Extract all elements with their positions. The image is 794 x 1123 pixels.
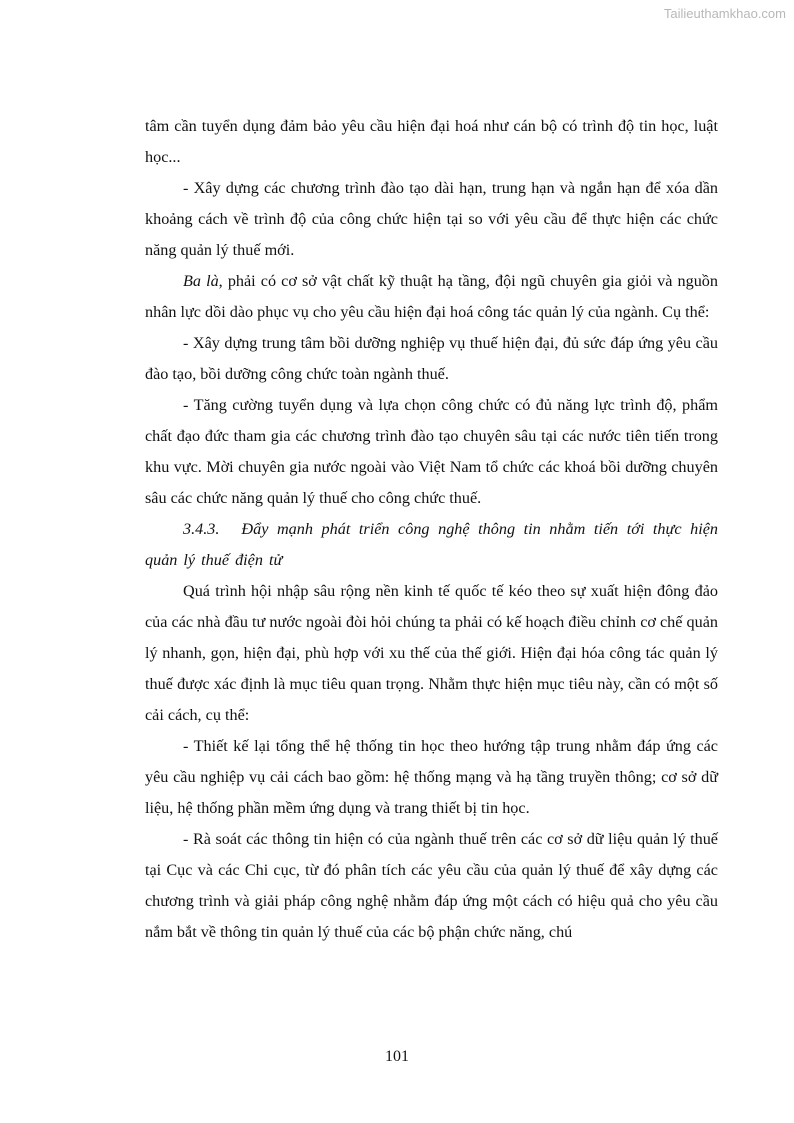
paragraph-recruitment: - Tăng cường tuyển dụng và lựa chọn công chức có đủ năng lực trình độ, phẩm chất đạo đức tham gia các chương trình đào tạo chuyên sâu tại các nước tiên tiến trong khu vực. Mời chuyên gia nước ngoài vào Việt Nam tổ chức các khoá bồi dưỡng chuyên sâu các chức năng quản lý thuế cho công chức thuế. — [145, 396, 718, 507]
page-body — [145, 111, 718, 948]
paragraph-review-information: - Rà soát các thông tin hiện có của ngành thuế trên các cơ sở dữ liệu quản lý thuế tại Cục và các Chi cục, từ đó phân tích các yêu cầu của quản lý thuế để xây dựng các chương trình và giải pháp công nghệ nhằm đáp ứng một cách có hiệu quả cho yêu cầu nắm bắt về thông tin quản lý thuế của các bộ phận chức năng, chú — [145, 830, 718, 941]
paragraph-training-center: - Xây dựng trung tâm bồi dưỡng nghiệp vụ thuế hiện đại, đủ sức đáp ứng yêu cầu đào tạo, bồi dưỡng công chức toàn ngành thuế. — [145, 334, 718, 383]
section-number: 3.4.3. — [183, 520, 220, 538]
section-title: Đẩy mạnh phát triển công nghệ thông tin nhằm tiến tới thực hiện quản lý thuế điện tử — [145, 520, 718, 569]
page-number: 101 — [385, 1048, 409, 1065]
section-heading-3-4-3 — [145, 514, 718, 576]
watermark: Tailieuthamkhao.com — [663, 6, 786, 21]
third-point-text: , phải có cơ sở vật chất kỹ thuật hạ tầng, đội ngũ chuyên gia giỏi và nguồn nhân lực dồi dào phục vụ cho yêu cầu hiện đại hoá công tác quản lý của ngành. Cụ thể: — [145, 272, 718, 321]
third-point-lead: Ba là — [183, 272, 219, 290]
paragraph-continuation: tâm cần tuyển dụng đảm bảo yêu cầu hiện đại hoá như cán bộ có trình độ tin học, luật học... — [145, 117, 718, 166]
paragraph-redesign-system: - Thiết kế lại tổng thể hệ thống tin học theo hướng tập trung nhằm đáp ứng các yêu cầu nghiệp vụ cải cách bao gồm: hệ thống mạng và hạ tầng truyền thông; cơ sở dữ liệu, hệ thống phần mềm ứng dụng và trang thiết bị tin học. — [145, 737, 718, 817]
paragraph-training-programs: - Xây dựng các chương trình đào tạo dài hạn, trung hạn và ngắn hạn để xóa dần khoảng cách về trình độ của công chức hiện tại so với yêu cầu để thực hiện các chức năng quản lý thuế mới. — [145, 179, 718, 259]
paragraph-third-point — [145, 266, 718, 328]
paragraph-integration: Quá trình hội nhập sâu rộng nền kinh tế quốc tế kéo theo sự xuất hiện đông đảo của các nhà đầu tư nước ngoài đòi hỏi chúng ta phải có kế hoạch điều chỉnh cơ chế quản lý nhanh, gọn, hiện đại, phù hợp với xu thế của thế giới. Hiện đại hóa công tác quản lý thuế được xác định là mục tiêu quan trọng. Nhằm thực hiện mục tiêu này, cần có một số cải cách, cụ thể: — [145, 582, 718, 724]
